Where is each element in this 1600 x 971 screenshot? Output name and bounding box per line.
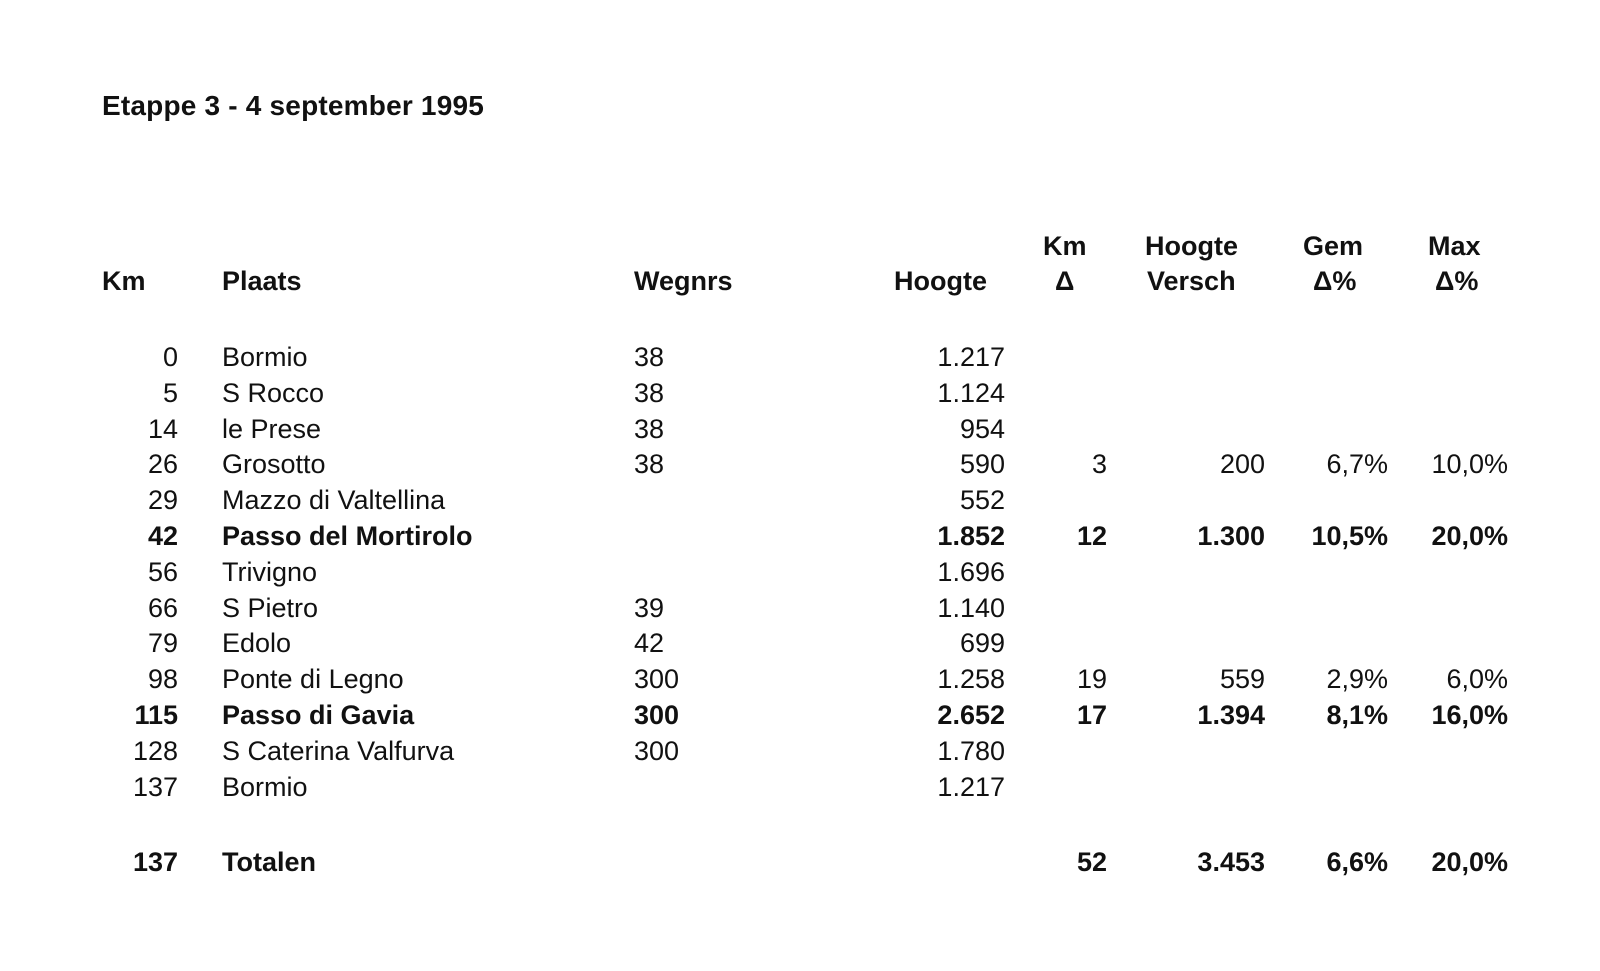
cell-hoogte: 1.124: [937, 377, 1005, 408]
header-max-line2: Δ%: [1435, 266, 1479, 296]
cell-gem: 6,7%: [1326, 449, 1388, 480]
totals-hoogte-versch: 3.453: [1197, 847, 1265, 877]
cell-km: 56: [147, 556, 178, 587]
cell-hoogte: 1.217: [937, 342, 1005, 372]
cell-gem: 10,5%: [1311, 520, 1388, 551]
cell-wegnrs: 300: [634, 735, 680, 766]
header-gem-line2: Δ%: [1313, 266, 1357, 296]
cell-hoogte: 1.696: [937, 556, 1005, 587]
cell-plaats: Passo del Mortirolo: [222, 520, 473, 551]
cell-wegnrs: 300: [634, 664, 680, 695]
header-gem: [1303, 229, 1363, 299]
header-hoogte-versch: [1145, 229, 1238, 299]
header-wegnrs: Wegnrs: [634, 266, 733, 296]
table-row: [0, 447, 1600, 483]
table-row: [0, 626, 1600, 662]
totals-km: 137: [132, 847, 178, 877]
header-hoogte: Hoogte: [894, 266, 987, 296]
cell-km-delta: 17: [1076, 699, 1107, 730]
cell-max: 20,0%: [1431, 520, 1508, 551]
cell-km: 137: [132, 771, 178, 802]
cell-hoogte: 699: [959, 628, 1005, 659]
table-row: [0, 734, 1600, 770]
header-hoogte-versch-line1: Hoogte: [1145, 231, 1238, 261]
header-max-line1: Max: [1428, 231, 1481, 261]
cell-hoogte: 1.140: [937, 592, 1005, 623]
header-km-delta-line1: Km: [1043, 231, 1087, 261]
cell-plaats: S Rocco: [222, 377, 325, 408]
cell-km: 42: [147, 520, 178, 551]
cell-hoogte-versch: 1.394: [1197, 699, 1265, 730]
cell-wegnrs: 39: [634, 592, 665, 623]
cell-hoogte-versch: 559: [1219, 664, 1265, 695]
cell-hoogte: 1.780: [937, 735, 1005, 766]
cell-hoogte: 2.652: [937, 699, 1005, 730]
cell-km-delta: 12: [1076, 520, 1107, 551]
header-max: [1428, 229, 1481, 299]
cell-plaats: Bormio: [222, 342, 308, 372]
totals-km-delta: 52: [1076, 847, 1107, 877]
table-row: [0, 698, 1600, 734]
cell-km: 79: [147, 628, 178, 659]
table-row: [0, 519, 1600, 555]
cell-plaats: le Prese: [222, 413, 322, 444]
totals-row: [0, 845, 1600, 881]
cell-wegnrs: 38: [634, 377, 665, 408]
header-km-delta: [1043, 229, 1087, 299]
cell-km: 29: [147, 485, 178, 516]
table-row: [0, 662, 1600, 698]
cell-hoogte: 1.852: [937, 520, 1005, 551]
cell-hoogte: 1.217: [937, 771, 1005, 802]
cell-hoogte: 590: [959, 449, 1005, 480]
table-row: [0, 340, 1600, 376]
cell-km: 5: [162, 377, 178, 408]
cell-plaats: Mazzo di Valtellina: [222, 485, 446, 516]
cell-plaats: Trivigno: [222, 556, 318, 587]
header-plaats: Plaats: [222, 266, 302, 296]
cell-hoogte-versch: 1.300: [1197, 520, 1265, 551]
cell-wegnrs: 38: [634, 342, 665, 372]
cell-km: 98: [147, 664, 178, 695]
header-gem-line1: Gem: [1303, 231, 1364, 261]
cell-km: 0: [162, 342, 178, 372]
cell-km: 128: [132, 735, 178, 766]
totals-max: 20,0%: [1431, 847, 1508, 877]
cell-gem: 8,1%: [1326, 699, 1388, 730]
cell-km: 26: [147, 449, 178, 480]
totals-gem: 6,6%: [1326, 847, 1388, 877]
cell-plaats: Grosotto: [222, 449, 326, 480]
cell-max: 10,0%: [1431, 449, 1508, 480]
table-row: [0, 483, 1600, 519]
cell-km: 115: [134, 699, 178, 730]
cell-km: 14: [147, 413, 178, 444]
header-km: Km: [102, 266, 146, 296]
cell-plaats: S Pietro: [222, 592, 319, 623]
header-km-delta-line2: Δ: [1055, 266, 1075, 296]
cell-plaats: S Caterina Valfurva: [222, 735, 455, 766]
cell-km-delta: 19: [1076, 664, 1107, 695]
cell-wegnrs: 38: [634, 449, 665, 480]
cell-hoogte: 552: [959, 485, 1005, 516]
cell-plaats: Bormio: [222, 771, 308, 802]
totals-label: Totalen: [222, 847, 316, 877]
cell-gem: 2,9%: [1326, 664, 1388, 695]
cell-max: 6,0%: [1446, 664, 1508, 695]
cell-wegnrs: 300: [634, 699, 680, 730]
cell-plaats: Ponte di Legno: [222, 664, 404, 695]
cell-hoogte: 1.258: [937, 664, 1005, 695]
table-row: [0, 376, 1600, 412]
cell-wegnrs: 38: [634, 413, 665, 444]
table-row: [0, 591, 1600, 627]
cell-plaats: Edolo: [222, 628, 292, 659]
cell-wegnrs: 42: [634, 628, 665, 659]
cell-km-delta: 3: [1091, 449, 1107, 480]
cell-km: 66: [147, 592, 178, 623]
table-row: [0, 412, 1600, 448]
cell-plaats: Passo di Gavia: [222, 699, 415, 730]
cell-hoogte: 954: [959, 413, 1005, 444]
cell-hoogte-versch: 200: [1219, 449, 1265, 480]
page-title: Etappe 3 - 4 september 1995: [102, 90, 485, 121]
table-row: [0, 770, 1600, 806]
table-body: [0, 340, 1600, 805]
table-row: [0, 555, 1600, 591]
header-hoogte-versch-line2: Versch: [1147, 266, 1236, 296]
cell-max: 16,0%: [1431, 699, 1508, 730]
